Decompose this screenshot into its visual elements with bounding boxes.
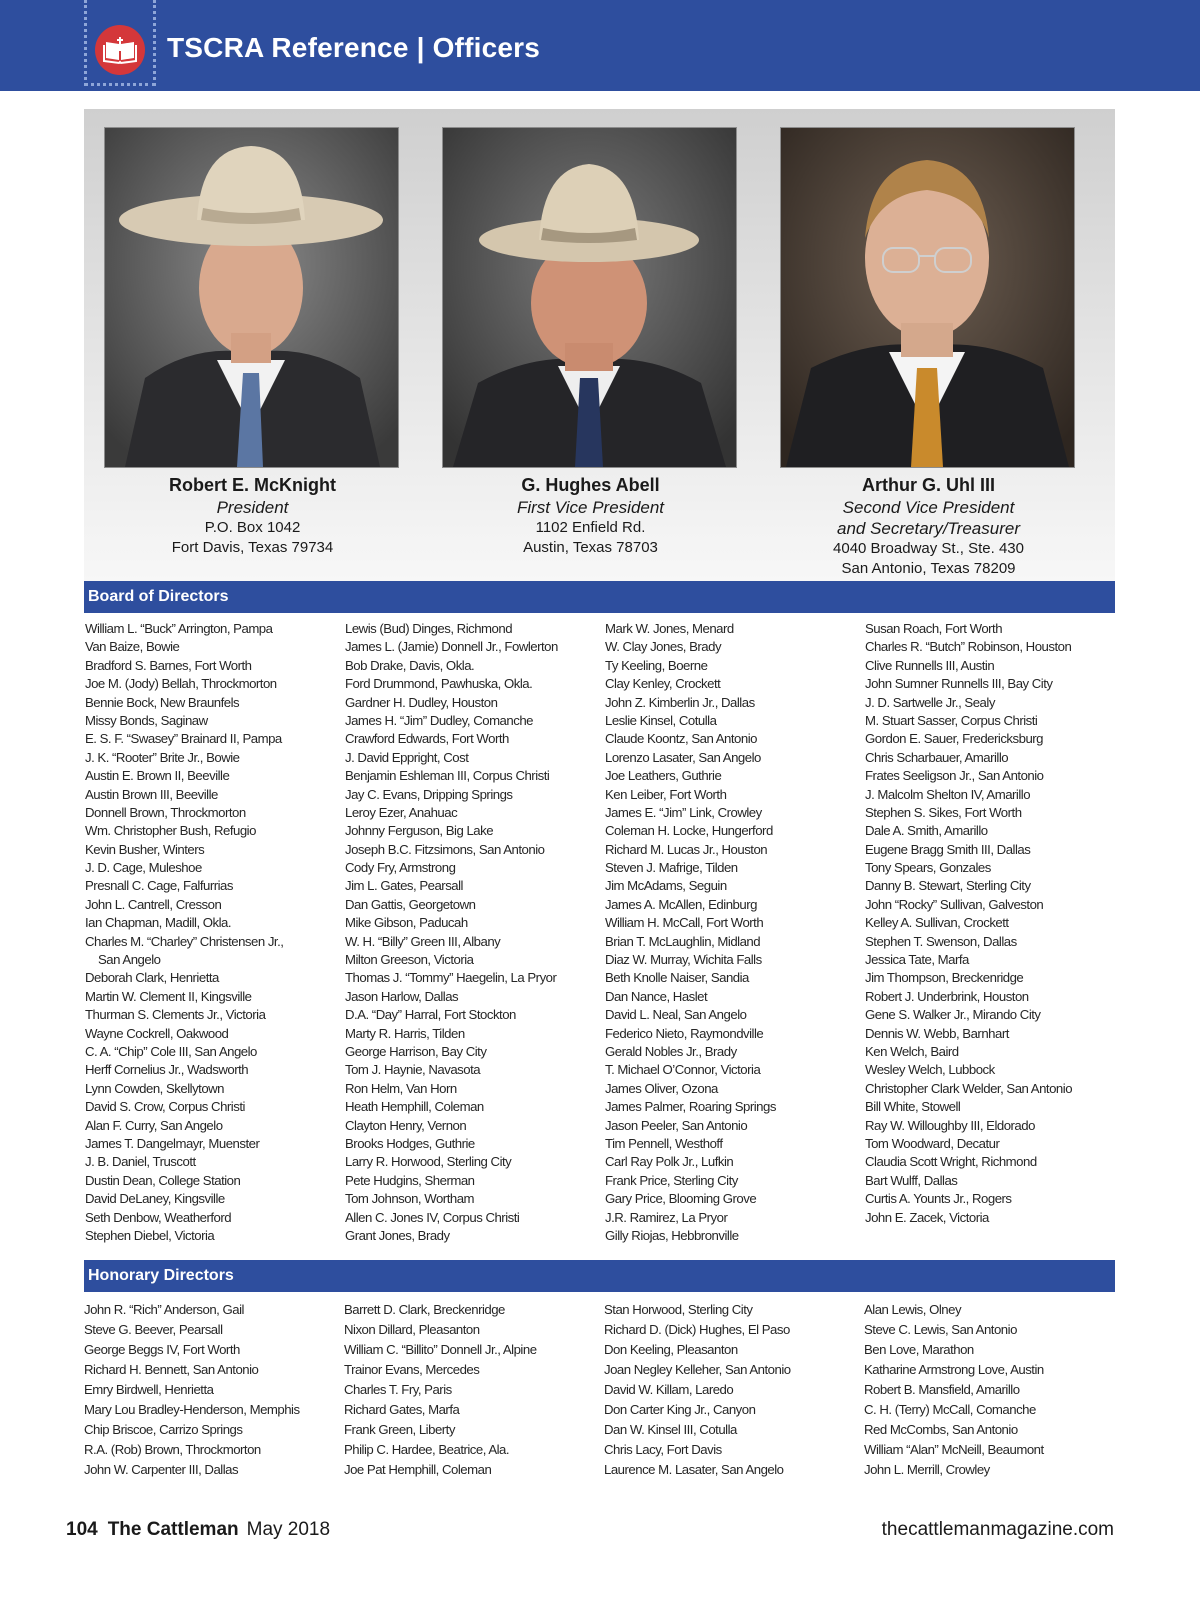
director-entry: Gordon E. Sauer, Fredericksburg [865, 731, 1044, 747]
logo-circle [95, 25, 145, 75]
director-entry: Tim Pennell, Westhoff [605, 1135, 723, 1151]
director-entry: Dale A. Smith, Amarillo [865, 823, 988, 839]
director-entry: Kevin Busher, Winters [85, 841, 205, 857]
director-entry: Eugene Bragg Smith III, Dallas [865, 841, 1031, 857]
director-entry: Steve G. Beever, Pearsall [84, 1322, 223, 1337]
director-entry: Gary Price, Blooming Grove [605, 1191, 757, 1207]
director-entry: George Beggs IV, Fort Worth [84, 1342, 240, 1357]
director-entry: Grant Jones, Brady [345, 1227, 450, 1243]
director-entry: Brian T. McLaughlin, Midland [605, 933, 761, 949]
officer-name: Arthur G. Uhl III [862, 475, 995, 495]
director-entry: Red McCombs, San Antonio [864, 1422, 1018, 1437]
director-entry: D.A. “Day” Harral, Fort Stockton [345, 1007, 516, 1023]
officer-info [424, 474, 757, 558]
director-entry: Leslie Kinsel, Cotulla [605, 712, 717, 728]
director-entry: Tom J. Haynie, Navasota [345, 1062, 481, 1078]
director-entry: Jason Harlow, Dallas [345, 988, 459, 1004]
director-entry: George Harrison, Bay City [345, 1043, 487, 1059]
director-entry: Susan Roach, Fort Worth [865, 621, 1003, 636]
director-entry: Wm. Christopher Bush, Refugio [85, 823, 256, 839]
director-entry: John “Rocky” Sullivan, Galveston [865, 896, 1044, 912]
officer-info [762, 474, 1095, 579]
officer-title: First Vice President [516, 498, 665, 517]
director-entry: Brooks Hodges, Guthrie [345, 1135, 475, 1151]
director-entry: Pete Hudgins, Sherman [345, 1172, 475, 1188]
director-entry: Jim McAdams, Seguin [605, 878, 727, 894]
honorary-column [604, 1300, 854, 1480]
director-entry: David DeLaney, Kingsville [85, 1191, 225, 1207]
page-number: 104 [66, 1519, 98, 1540]
director-entry: John E. Zacek, Victoria [865, 1209, 989, 1225]
director-entry: Emry Birdwell, Henrietta [84, 1382, 214, 1397]
director-entry: Thurman S. Clements Jr., Victoria [85, 1007, 266, 1023]
director-entry: Larry R. Horwood, Sterling City [345, 1154, 512, 1170]
director-entry: Dan Gattis, Georgetown [345, 896, 476, 912]
director-entry: Thomas J. “Tommy” Haegelin, La Pryor [345, 970, 557, 986]
director-entry: Robert J. Underbrink, Houston [865, 988, 1029, 1004]
director-entry: J. Malcolm Shelton IV, Amarillo [865, 786, 1031, 802]
director-entry: John Sumner Runnells III, Bay City [865, 676, 1053, 692]
director-entry: Ty Keeling, Boerne [605, 657, 708, 673]
director-entry: Charles R. “Butch” Robinson, Houston [865, 639, 1072, 655]
director-entry: Charles M. “Charley” Christensen Jr., [85, 933, 284, 949]
website-url: thecattlemanmagazine.com [881, 1519, 1114, 1540]
director-entry: Katharine Armstrong Love, Austin [864, 1362, 1044, 1377]
director-entry: Dan W. Kinsel III, Cotulla [604, 1422, 737, 1437]
section-heading-board: Board of Directors [84, 581, 1115, 613]
director-entry: Seth Denbow, Weatherford [85, 1209, 232, 1225]
board-column [865, 620, 1115, 1227]
officer-card-president [84, 127, 380, 558]
director-entry: Johnny Ferguson, Big Lake [345, 823, 494, 839]
director-entry: W. Clay Jones, Brady [605, 639, 722, 655]
director-entry: Charles T. Fry, Paris [344, 1382, 452, 1397]
director-entry: Stephen S. Sikes, Fort Worth [865, 804, 1022, 820]
officers-panel [84, 109, 1115, 581]
director-entry: John R. “Rich” Anderson, Gail [84, 1302, 244, 1317]
director-entry: Alan F. Curry, San Angelo [85, 1117, 223, 1133]
director-entry: J. D. Cage, Muleshoe [85, 860, 202, 876]
director-entry: William H. McCall, Fort Worth [605, 915, 764, 931]
director-entry: Leroy Ezer, Anahuac [345, 804, 458, 820]
director-entry: Coleman H. Locke, Hungerford [605, 823, 773, 839]
officer-name: G. Hughes Abell [521, 475, 660, 495]
director-entry: William “Alan” McNeill, Beaumont [864, 1442, 1044, 1457]
director-entry: Bill White, Stowell [865, 1099, 961, 1115]
director-entry: Barrett D. Clark, Breckenridge [344, 1302, 505, 1317]
director-entry: Lorenzo Lasater, San Angelo [605, 749, 761, 765]
director-entry: John W. Carpenter III, Dallas [84, 1462, 239, 1477]
director-entry: Crawford Edwards, Fort Worth [345, 731, 509, 747]
director-entry: Frank Price, Sterling City [605, 1172, 738, 1188]
officer-info [86, 474, 419, 558]
director-entry: Mike Gibson, Paducah [345, 915, 468, 931]
director-entry: Richard D. (Dick) Hughes, El Paso [604, 1322, 790, 1337]
director-entry: James E. “Jim” Link, Crowley [605, 804, 762, 820]
director-entry: J. K. “Rooter” Brite Jr., Bowie [85, 749, 240, 765]
director-entry: Claudia Scott Wright, Richmond [865, 1154, 1037, 1170]
director-entry: Gardner H. Dudley, Houston [345, 694, 498, 710]
director-entry: James T. Dangelmayr, Muenster [85, 1135, 260, 1151]
director-entry: Steven J. Mafrige, Tilden [605, 860, 738, 876]
director-entry: Van Baize, Bowie [85, 639, 180, 655]
director-entry: Bradford S. Barnes, Fort Worth [85, 657, 252, 673]
director-entry: John L. Cantrell, Cresson [85, 896, 222, 912]
director-entry: Lewis (Bud) Dinges, Richmond [345, 621, 513, 636]
director-entry: Diaz W. Murray, Wichita Falls [605, 952, 762, 968]
director-entry: David L. Neal, San Angelo [605, 1007, 747, 1023]
director-entry: Wayne Cockrell, Oakwood [85, 1025, 229, 1041]
director-entry: J. B. Daniel, Truscott [85, 1154, 196, 1170]
director-entry: Richard M. Lucas Jr., Houston [605, 841, 768, 857]
director-entry: Curtis A. Younts Jr., Rogers [865, 1191, 1012, 1207]
officer-photo [442, 127, 737, 468]
logo-badge [84, 0, 156, 86]
officer-address-line: 1102 Enfield Rd. [535, 519, 646, 536]
book-icon [95, 25, 145, 75]
director-entry: David W. Killam, Laredo [604, 1382, 734, 1397]
director-entry: Jason Peeler, San Antonio [605, 1117, 748, 1133]
director-entry: Stephen Diebel, Victoria [85, 1227, 215, 1243]
officer-title: President [216, 498, 289, 517]
director-entry: Christopher Clark Welder, San Antonio [865, 1080, 1073, 1096]
director-entry: Bart Wulff, Dallas [865, 1172, 958, 1188]
director-entry: E. S. F. “Swasey” Brainard II, Pampa [85, 731, 282, 747]
board-column [85, 620, 335, 1245]
director-entry: Joseph B.C. Fitzsimons, San Antonio [345, 841, 545, 857]
director-entry: James L. (Jamie) Donnell Jr., Fowlerton [345, 639, 558, 655]
director-entry: Jay C. Evans, Dripping Springs [345, 786, 513, 802]
section-heading-honorary: Honorary Directors [84, 1260, 1115, 1292]
director-entry: Joe Pat Hemphill, Coleman [344, 1462, 492, 1477]
director-entry: James Palmer, Roaring Springs [605, 1099, 776, 1115]
director-entry: Austin Brown III, Beeville [85, 786, 218, 802]
director-entry: Danny B. Stewart, Sterling City [865, 878, 1031, 894]
director-entry: James A. McAllen, Edinburg [605, 896, 757, 912]
director-entry: Joe Leathers, Guthrie [605, 768, 722, 784]
board-column [605, 620, 855, 1245]
director-entry: Kelley A. Sullivan, Crockett [865, 915, 1009, 931]
director-entry: Joan Negley Kelleher, San Antonio [604, 1362, 791, 1377]
director-entry: Herff Cornelius Jr., Wadsworth [85, 1062, 249, 1078]
officer-card-first-vice-president [422, 127, 718, 558]
director-entry: William L. “Buck” Arrington, Pampa [85, 621, 273, 636]
director-entry: Richard H. Bennett, San Antonio [84, 1362, 259, 1377]
director-entry: Tom Johnson, Wortham [345, 1191, 475, 1207]
officer-card-second-vice-president [760, 127, 1056, 579]
director-entry: Gilly Riojas, Hebbronville [605, 1227, 739, 1243]
director-entry: Stan Horwood, Sterling City [604, 1302, 753, 1317]
director-entry: Ian Chapman, Madill, Okla. [85, 915, 232, 931]
director-entry: Joe M. (Jody) Bellah, Throckmorton [85, 676, 277, 692]
director-entry: J.R. Ramirez, La Pryor [605, 1209, 728, 1225]
director-entry: Gerald Nobles Jr., Brady [605, 1043, 737, 1059]
director-entry: Clay Kenley, Crockett [605, 676, 721, 692]
director-entry: Jessica Tate, Marfa [865, 952, 969, 968]
director-entry: Chris Lacy, Fort Davis [604, 1442, 722, 1457]
director-entry: John L. Merrill, Crowley [864, 1462, 990, 1477]
director-entry: C. H. (Terry) McCall, Comanche [864, 1402, 1036, 1417]
director-entry: Stephen T. Swenson, Dallas [865, 933, 1017, 949]
director-entry: Tony Spears, Gonzales [865, 860, 991, 876]
director-entry: R.A. (Rob) Brown, Throckmorton [84, 1442, 261, 1457]
officer-photo [780, 127, 1075, 468]
director-entry: Ben Love, Marathon [864, 1342, 974, 1357]
director-entry: Marty R. Harris, Tilden [345, 1025, 465, 1041]
director-entry: Mark W. Jones, Menard [605, 621, 734, 636]
director-entry: Ford Drummond, Pawhuska, Okla. [345, 676, 533, 692]
director-entry: Federico Nieto, Raymondville [605, 1025, 764, 1041]
director-entry: Trainor Evans, Mercedes [344, 1362, 480, 1377]
director-entry: J. David Eppright, Cost [345, 749, 469, 765]
page-title: TSCRA Reference | Officers [167, 32, 541, 63]
director-entry: Jim L. Gates, Pearsall [345, 878, 463, 894]
director-entry: Frates Seeligson Jr., San Antonio [865, 768, 1044, 784]
director-entry: Mary Lou Bradley-Henderson, Memphis [84, 1402, 300, 1417]
director-entry: Philip C. Hardee, Beatrice, Ala. [344, 1442, 510, 1457]
officer-address-line: San Antonio, Texas 78209 [841, 560, 1016, 577]
director-entry: C. A. “Chip” Cole III, San Angelo [85, 1043, 257, 1059]
officer-address-line: 4040 Broadway St., Ste. 430 [833, 540, 1024, 557]
director-entry: Beth Knolle Naiser, Sandia [605, 970, 749, 986]
director-entry: Carl Ray Polk Jr., Lufkin [605, 1154, 734, 1170]
director-entry: Jim Thompson, Breckenridge [865, 970, 1024, 986]
director-entry: Bob Drake, Davis, Okla. [345, 657, 475, 673]
director-entry: Ken Leiber, Fort Worth [605, 786, 727, 802]
director-entry: David S. Crow, Corpus Christi [85, 1099, 245, 1115]
director-entry: Alan Lewis, Olney [864, 1302, 962, 1317]
director-entry: Cody Fry, Armstrong [345, 860, 456, 876]
director-entry: J. D. Sartwelle Jr., Sealy [865, 694, 995, 710]
director-entry: W. H. “Billy” Green III, Albany [345, 933, 501, 949]
director-entry: Heath Hemphill, Coleman [345, 1099, 484, 1115]
honorary-column [864, 1300, 1114, 1480]
director-entry: Robert B. Mansfield, Amarillo [864, 1382, 1020, 1397]
honorary-column [84, 1300, 334, 1480]
director-entry: Clayton Henry, Vernon [345, 1117, 467, 1133]
director-entry: Bennie Bock, New Braunfels [85, 694, 240, 710]
board-column [345, 620, 595, 1245]
director-entry: Ray W. Willoughby III, Eldorado [865, 1117, 1035, 1133]
director-entry: Benjamin Eshleman III, Corpus Christi [345, 768, 550, 784]
magazine-name: The Cattleman [107, 1519, 239, 1540]
director-entry: Dennis W. Webb, Barnhart [865, 1025, 1009, 1041]
director-entry: Nixon Dillard, Pleasanton [344, 1322, 480, 1337]
director-entry: Chris Scharbauer, Amarillo [865, 749, 1009, 765]
officer-title: Second Vice President [842, 498, 1015, 517]
director-entry: Claude Koontz, San Antonio [605, 731, 757, 747]
director-entry: Clive Runnells III, Austin [865, 657, 995, 673]
officer-address-line: Austin, Texas 78703 [523, 539, 658, 556]
director-entry: Missy Bonds, Saginaw [85, 712, 208, 728]
director-entry: Deborah Clark, Henrietta [85, 970, 219, 986]
officer-photo [104, 127, 399, 468]
director-entry: Don Carter King Jr., Canyon [604, 1402, 756, 1417]
director-entry: Ken Welch, Baird [865, 1043, 959, 1059]
director-entry: Laurence M. Lasater, San Angelo [604, 1462, 784, 1477]
director-entry: Allen C. Jones IV, Corpus Christi [345, 1209, 520, 1225]
director-entry: Wesley Welch, Lubbock [865, 1062, 995, 1078]
director-entry: Gene S. Walker Jr., Mirando City [865, 1007, 1041, 1023]
director-entry: Presnall C. Cage, Falfurrias [85, 878, 233, 894]
page-header [0, 0, 1200, 91]
director-entry: William C. “Billito” Donnell Jr., Alpine [344, 1342, 537, 1357]
officer-address-line: Fort Davis, Texas 79734 [171, 539, 334, 556]
director-entry: Milton Greeson, Victoria [345, 952, 474, 968]
director-entry: Donnell Brown, Throckmorton [85, 804, 246, 820]
director-entry: John Z. Kimberlin Jr., Dallas [605, 694, 755, 710]
honorary-column [344, 1300, 594, 1480]
director-entry: James H. “Jim” Dudley, Comanche [345, 712, 533, 728]
director-entry: Martin W. Clement II, Kingsville [85, 988, 252, 1004]
director-entry: Don Keeling, Pleasanton [604, 1342, 738, 1357]
director-entry: Tom Woodward, Decatur [865, 1135, 1000, 1151]
director-entry: San Angelo [98, 952, 161, 968]
issue-date: May 2018 [246, 1519, 331, 1540]
director-entry: Steve C. Lewis, San Antonio [864, 1322, 1017, 1337]
director-entry: T. Michael O’Connor, Victoria [605, 1062, 761, 1078]
director-entry: Dustin Dean, College Station [85, 1172, 241, 1188]
page-footer [66, 1519, 330, 1541]
director-entry: Ron Helm, Van Horn [345, 1080, 457, 1096]
director-entry: Richard Gates, Marfa [344, 1402, 460, 1417]
director-entry: M. Stuart Sasser, Corpus Christi [865, 712, 1038, 728]
director-entry: Frank Green, Liberty [344, 1422, 455, 1437]
officer-name: Robert E. McKnight [169, 475, 336, 495]
director-entry: Chip Briscoe, Carrizo Springs [84, 1422, 243, 1437]
director-entry: James Oliver, Ozona [605, 1080, 718, 1096]
officer-title-line-2: and Secretary/Treasurer [837, 519, 1020, 538]
director-entry: Austin E. Brown II, Beeville [85, 768, 230, 784]
director-entry: Dan Nance, Haslet [605, 988, 708, 1004]
director-entry: Lynn Cowden, Skellytown [85, 1080, 225, 1096]
officer-address-line: P.O. Box 1042 [204, 519, 301, 536]
